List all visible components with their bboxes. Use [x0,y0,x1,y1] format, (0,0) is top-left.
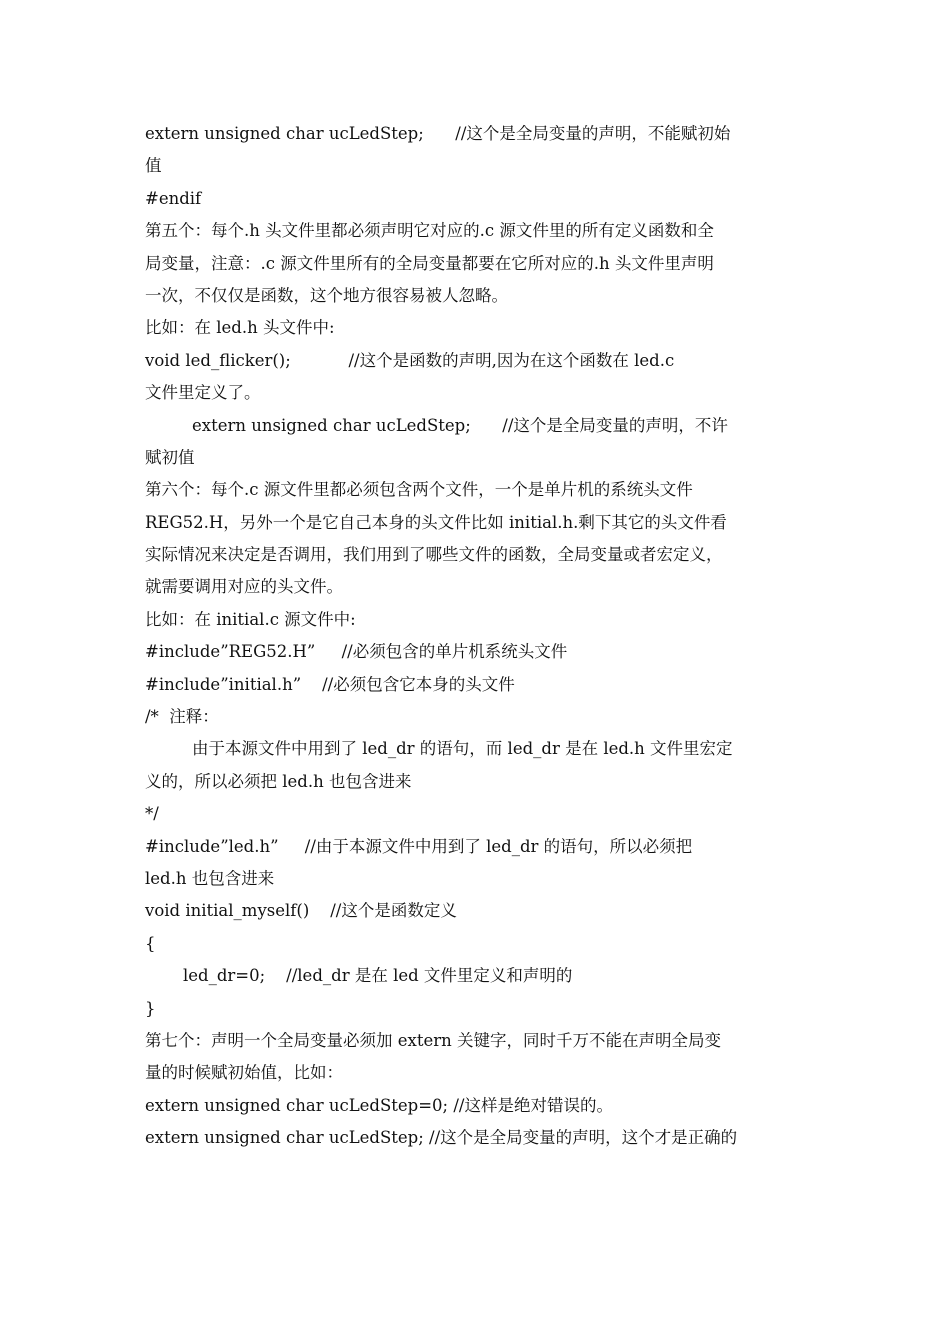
paragraph-line: 量的时候赋初始值，比如： [145,1063,343,1083]
paragraph-line: 第六个：每个.c 源文件里都必须包含两个文件，一个是单片机的系统头文件 [145,480,693,500]
paragraph-line: REG52.H，另外一个是它自己本身的头文件比如 initial.h.剩下其它的头文件看 [145,512,727,532]
paragraph-line: 局变量，注意：.c 源文件里所有的全局变量都要在它所对应的.h 头文件里声明 [145,253,714,273]
code-line: extern unsigned char ucLedStep; //这个是全局变量的声明，不能赋初始 [145,124,731,143]
comment-line: 由于本源文件中用到了 led_dr 的语句，而 led_dr 是在 led.h 文件里宏定 [192,739,733,759]
code-line: #include”REG52.H” //必须包含的单片机系统头文件 [145,642,568,662]
paragraph-line: 第七个：声明一个全局变量必须加 extern 关键字，同时千万不能在声明全局变 [145,1030,721,1050]
code-line: */ [145,804,159,824]
code-line: led.h 也包含进来 [145,868,275,888]
paragraph-line: 实际情况来决定是否调用，我们用到了哪些文件的函数，全局变量或者宏定义， [145,545,723,565]
code-line: } [145,998,156,1018]
code-line: #include”initial.h” //必须包含它本身的头文件 [145,674,515,694]
code-line: #endif [145,188,202,208]
paragraph-line: 比如：在 initial.c 源文件中: [145,609,356,629]
code-line: void led_flicker(); //这个是函数的声明,因为在这个函数在 led.c [145,350,675,370]
code-line: extern unsigned char ucLedStep; //这个是全局变量的声明，这个才是正确的 [145,1128,738,1148]
code-line: void initial_myself() //这个是函数定义 [145,901,457,921]
code-line: #include”led.h” //由于本源文件中用到了 led_dr 的语句，所以必须把 [145,836,693,856]
code-line: 文件里定义了。 [145,383,261,403]
code-line: extern unsigned char ucLedStep=0; //这样是绝对错误的。 [145,1095,613,1115]
code-line: { [145,933,156,953]
code-line: extern unsigned char ucLedStep; //这个是全局变量的声明，不许 [192,415,728,435]
document-page [145,118,810,1155]
comment-line: 义的，所以必须把 led.h 也包含进来 [145,771,412,791]
code-line: led_dr=0; //led_dr 是在 led 文件里定义和声明的 [183,966,573,986]
paragraph-line: 第五个：每个.h 头文件里都必须声明它对应的.c 源文件里的所有定义函数和全 [145,221,714,241]
paragraph-line: 就需要调用对应的头文件。 [145,577,343,597]
code-line: 值 [145,156,162,176]
code-line: 赋初值 [145,447,195,467]
code-line: /* 注释： [145,707,219,727]
paragraph-line: 比如：在 led.h 头文件中: [145,318,335,338]
paragraph-line: 一次，不仅仅是函数，这个地方很容易被人忽略。 [145,285,508,305]
